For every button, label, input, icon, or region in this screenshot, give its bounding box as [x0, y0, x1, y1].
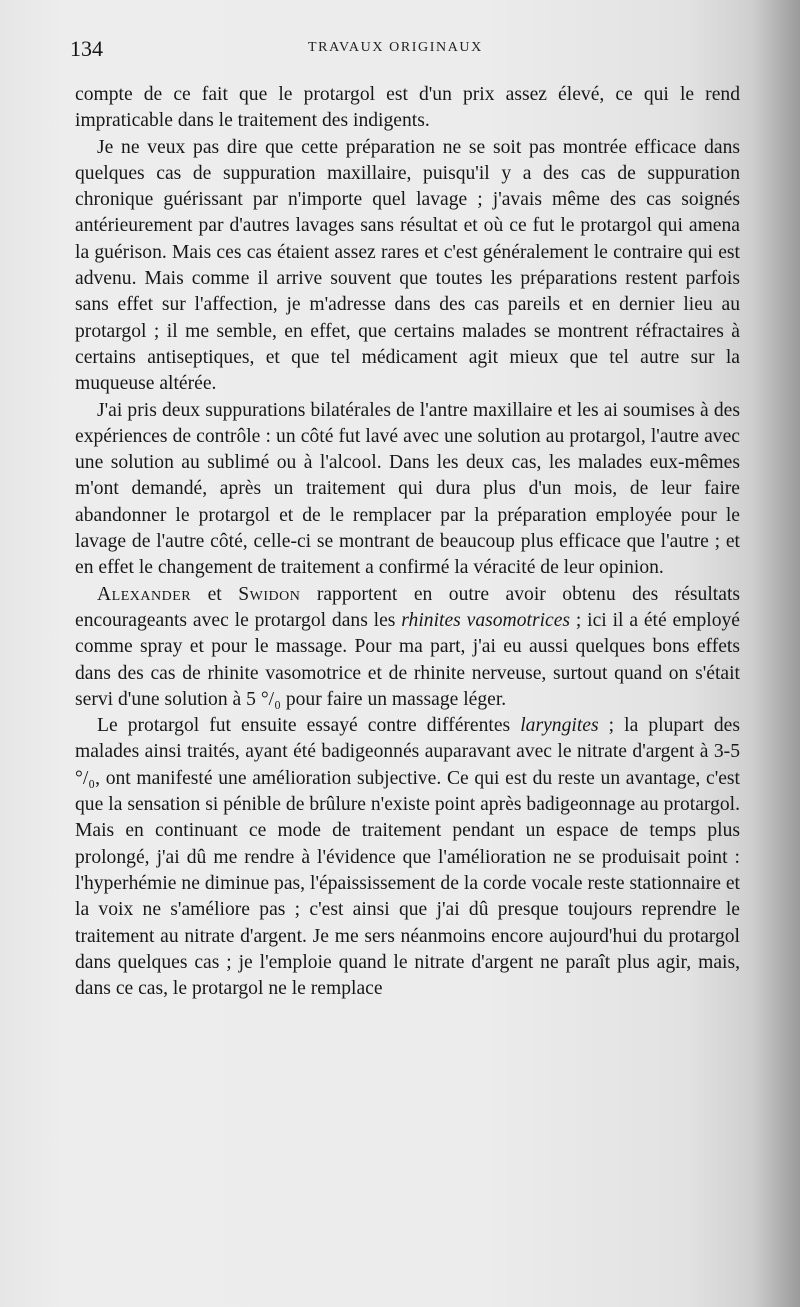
emphasis-term: laryngites — [520, 715, 599, 737]
page-header — [70, 36, 740, 66]
body-text — [75, 82, 740, 1002]
author-name: Alexander — [97, 583, 192, 605]
paragraph: J'ai pris deux suppurations bilatérales de l'antre maxillaire et les ai soumises à des expériences de contrôle : un côté fut lavé avec une solution au protargol, l'autre avec une solution au sublimé ou à l'alcool. Dans les deux cas, les malades eux-mêmes m'ont demandé, après un traitement qui dura plus d'un mois, de leur faire abandonner le protargol et de le remplacer par la préparation employée pour le lavage de l'autre côté, celle-ci se montrant de beaucoup plus efficace que l'autre ; et en effet le changement de traitement a confirmé la véracité de leur opinion. — [75, 399, 740, 579]
running-head: TRAVAUX ORIGINAUX — [308, 40, 483, 55]
paragraph: Je ne veux pas dire que cette préparation ne se soit pas montrée efficace dans quelques cas de suppuration maxillaire, puisqu'il y a des cas de suppuration chronique guérissant par n'importe quel lavage ; j'avais même des cas soignés antérieurement par d'autres lavages sans résultat et où ce fut le protargol qui amena la guérison. Mais ces cas étaient assez rares et c'est généralement le contraire qui est advenu. Mais comme il arrive souvent que toutes les préparations restent parfois sans effet sur l'affection, je m'adresse dans des cas pareils et en dernier lieu au protargol ; il me semble, en effet, que certains malades se montrent réfractaires à certains antiseptiques, et que tel médicament agit mieux que tel autre sur la muqueuse altérée. — [75, 136, 740, 395]
text-run: ; la plupart des malades ainsi traités, ayant été badigeonnés auparavant avec le nitrate d'argent à 3-5 °/₀, ont manifesté une amélioration subjective. Ce qui est du reste un avantage, c'est que la sensation si pénible de brûlure n'existe point après badigeonnage au protargol. Mais en continuant ce mode de traitement pendant un espace de temps plus prolongé, j'ai dû me rendre à l'évidence que l'amélioration ne se produisait point : l'hyperhémie ne diminue pas, l'épaississement de la corde vocale reste stationnaire et la voix ne s'améliore pas ; c'est ainsi que j'ai dû presque toujours reprendre le traitement au nitrate d'argent. Je me sers néanmoins encore aujourd'hui du protargol dans quelques cas ; je l'emploie quand le nitrate d'argent ne paraît plus agir, mais, dans ce cas, le protargol ne le remplace — [75, 715, 740, 1000]
paragraph: compte de ce fait que le protargol est d'un prix assez élevé, ce qui le rend impraticable dans le traitement des indigents. — [75, 84, 740, 132]
emphasis-term: rhinites vasomotrices — [401, 609, 571, 631]
text-run: et — [191, 583, 239, 605]
text-run: ; ici il a été employé comme spray et pour le massage. Pour ma part, j'ai eu aussi quelques bons effets dans des cas de rhinite vasomotrice et de rhinite nerveuse, surtout quand on s'était servi d'une solution à 5 °/₀ pour faire un massage léger. — [75, 609, 741, 710]
text-run: rapportent en outre avoir obtenu des résultats encourageants avec le protargol dans les — [75, 583, 741, 631]
paragraph — [75, 582, 740, 713]
page-number: 134 — [70, 36, 103, 61]
text-run: Le protargol fut ensuite essayé contre différentes — [97, 715, 521, 737]
paragraph — [75, 713, 740, 1002]
author-name: Swidon — [238, 583, 301, 605]
